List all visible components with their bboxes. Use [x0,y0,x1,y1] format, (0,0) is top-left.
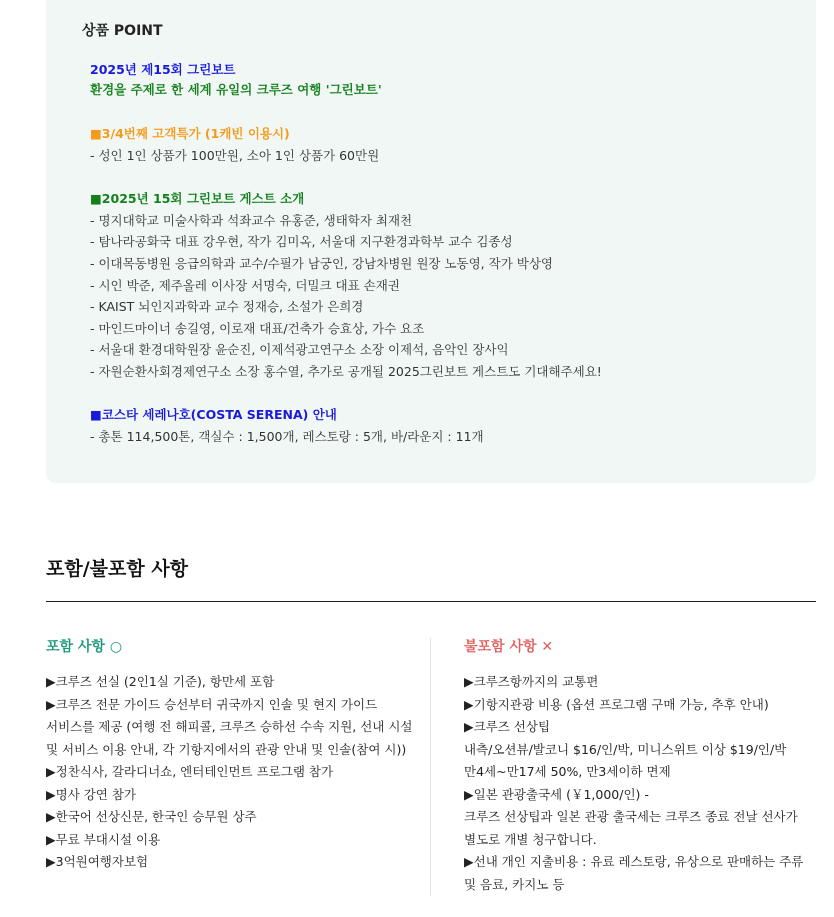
list-item: ▶일본 관광출국세 (￥1,000/인) - [464,786,649,802]
guest-line: - KAIST 뇌인지과학과 교수 정재승, 소설가 은희경 [90,299,364,314]
list-item: ▶크루즈 전문 가이드 승선부터 귀국까지 인솔 및 현지 가이드 [46,696,378,712]
list-item: 서비스를 제공 (여행 전 해피콜, 크루즈 승하선 수속 지원, 선내 시설 [46,719,413,734]
list-item: 내측/오션뷰/발코니 $16/인/박, 미니스위트 이상 $19/인/박 [464,741,787,757]
point-title: 상품 POINT [82,23,163,39]
guest-line: - 서울대 환경대학원장 윤순진, 이제석광고연구소 소장 이제석, 음악인 장사익 [90,342,509,357]
guest-line: - 마인드마이너 송길영, 이로재 대표/건축가 승효상, 가수 요조 [90,321,425,336]
list-item: ▶선내 개인 지출비용 : 유료 레스토랑, 유상으로 판매하는 주류 [464,854,804,869]
ship-text: - 총톤 114,500톤, 객실수 : 1,500개, 레스토랑 : 5개, 바/라운지 : 11개 [90,429,484,444]
list-item: 만4세~만17세 50%, 만3세이하 면제 [464,764,671,779]
guest-line: - 명지대학교 미술사학과 석좌교수 유홍준, 생태학자 최재천 [90,213,413,228]
list-item: ▶명사 강연 참가 [46,786,137,802]
guest-line: - 자원순환사회경제연구소 소장 홍수열, 추가로 공개될 2025그린보트 게스트도 기대해주세요! [90,364,602,379]
list-item: ▶무료 부대시설 이용 [46,831,161,847]
list-item: 및 음료, 카지노 등 [464,876,565,892]
ship-title: ■코스타 세레나호(COSTA SERENA) 안내 [90,407,337,422]
list-item: ▶크루즈 선상팁 [464,719,551,734]
headline-green: 환경을 주제로 한 세계 유일의 크루즈 여행 '그린보트' [90,82,382,97]
list-item: ▶크루즈항까지의 교통편 [464,674,599,689]
guest-line: - 탐나라공화국 대표 강우현, 작가 김미옥, 서울대 지구환경과학부 교수 김종성 [90,234,513,249]
headline-blue: 2025년 제15회 그린보트 [90,62,236,77]
guests-title: ■2025년 15회 그린보트 게스트 소개 [90,191,305,206]
list-item: ▶한국어 선상신문, 한국인 승무원 상주 [46,809,257,824]
list-item: ▶3억원여행자보험 [46,854,149,869]
list-item: ▶크루즈 선실 (2인1실 기준), 항만세 포함 [46,674,275,689]
guest-line: - 이대목동병원 응급의학과 교수/수필가 남궁인, 강남차병원 원장 노동영, 작가 박상영 [90,256,553,271]
excluded-title: 불포함 사항 ✕ [464,639,554,655]
list-item: ▶정찬식사, 갈라디너쇼, 엔터테인먼트 프로그램 참가 [46,764,334,779]
list-item: 별도로 개별 청구합니다. [464,831,597,847]
list-item: ▶기항지관광 비용 (옵션 프로그램 구매 가능, 추후 안내) [464,696,769,712]
inclusions-section-title: 포함/불포함 사항 [46,558,189,580]
list-item: 크루즈 선상팁과 일본 관광 출국세는 크루즈 종료 전날 선사가 [464,809,798,824]
discount-text: - 성인 1인 상품가 100만원, 소아 1인 상품가 60만원 [90,148,380,163]
included-list [46,671,422,874]
list-item: 및 서비스 이용 안내, 각 기항지에서의 관광 안내 및 인솔(참여 시)) [46,741,407,757]
column-divider [430,638,431,896]
included-title: 포함 사항 ○ [46,639,123,655]
excluded-list [464,671,816,896]
discount-title: ■3/4번째 고객특가 (1캐빈 이용시) [90,126,290,141]
guest-line: - 시인 박준, 제주올레 이사장 서명숙, 더밀크 대표 손재권 [90,278,400,293]
section-divider [46,601,816,602]
